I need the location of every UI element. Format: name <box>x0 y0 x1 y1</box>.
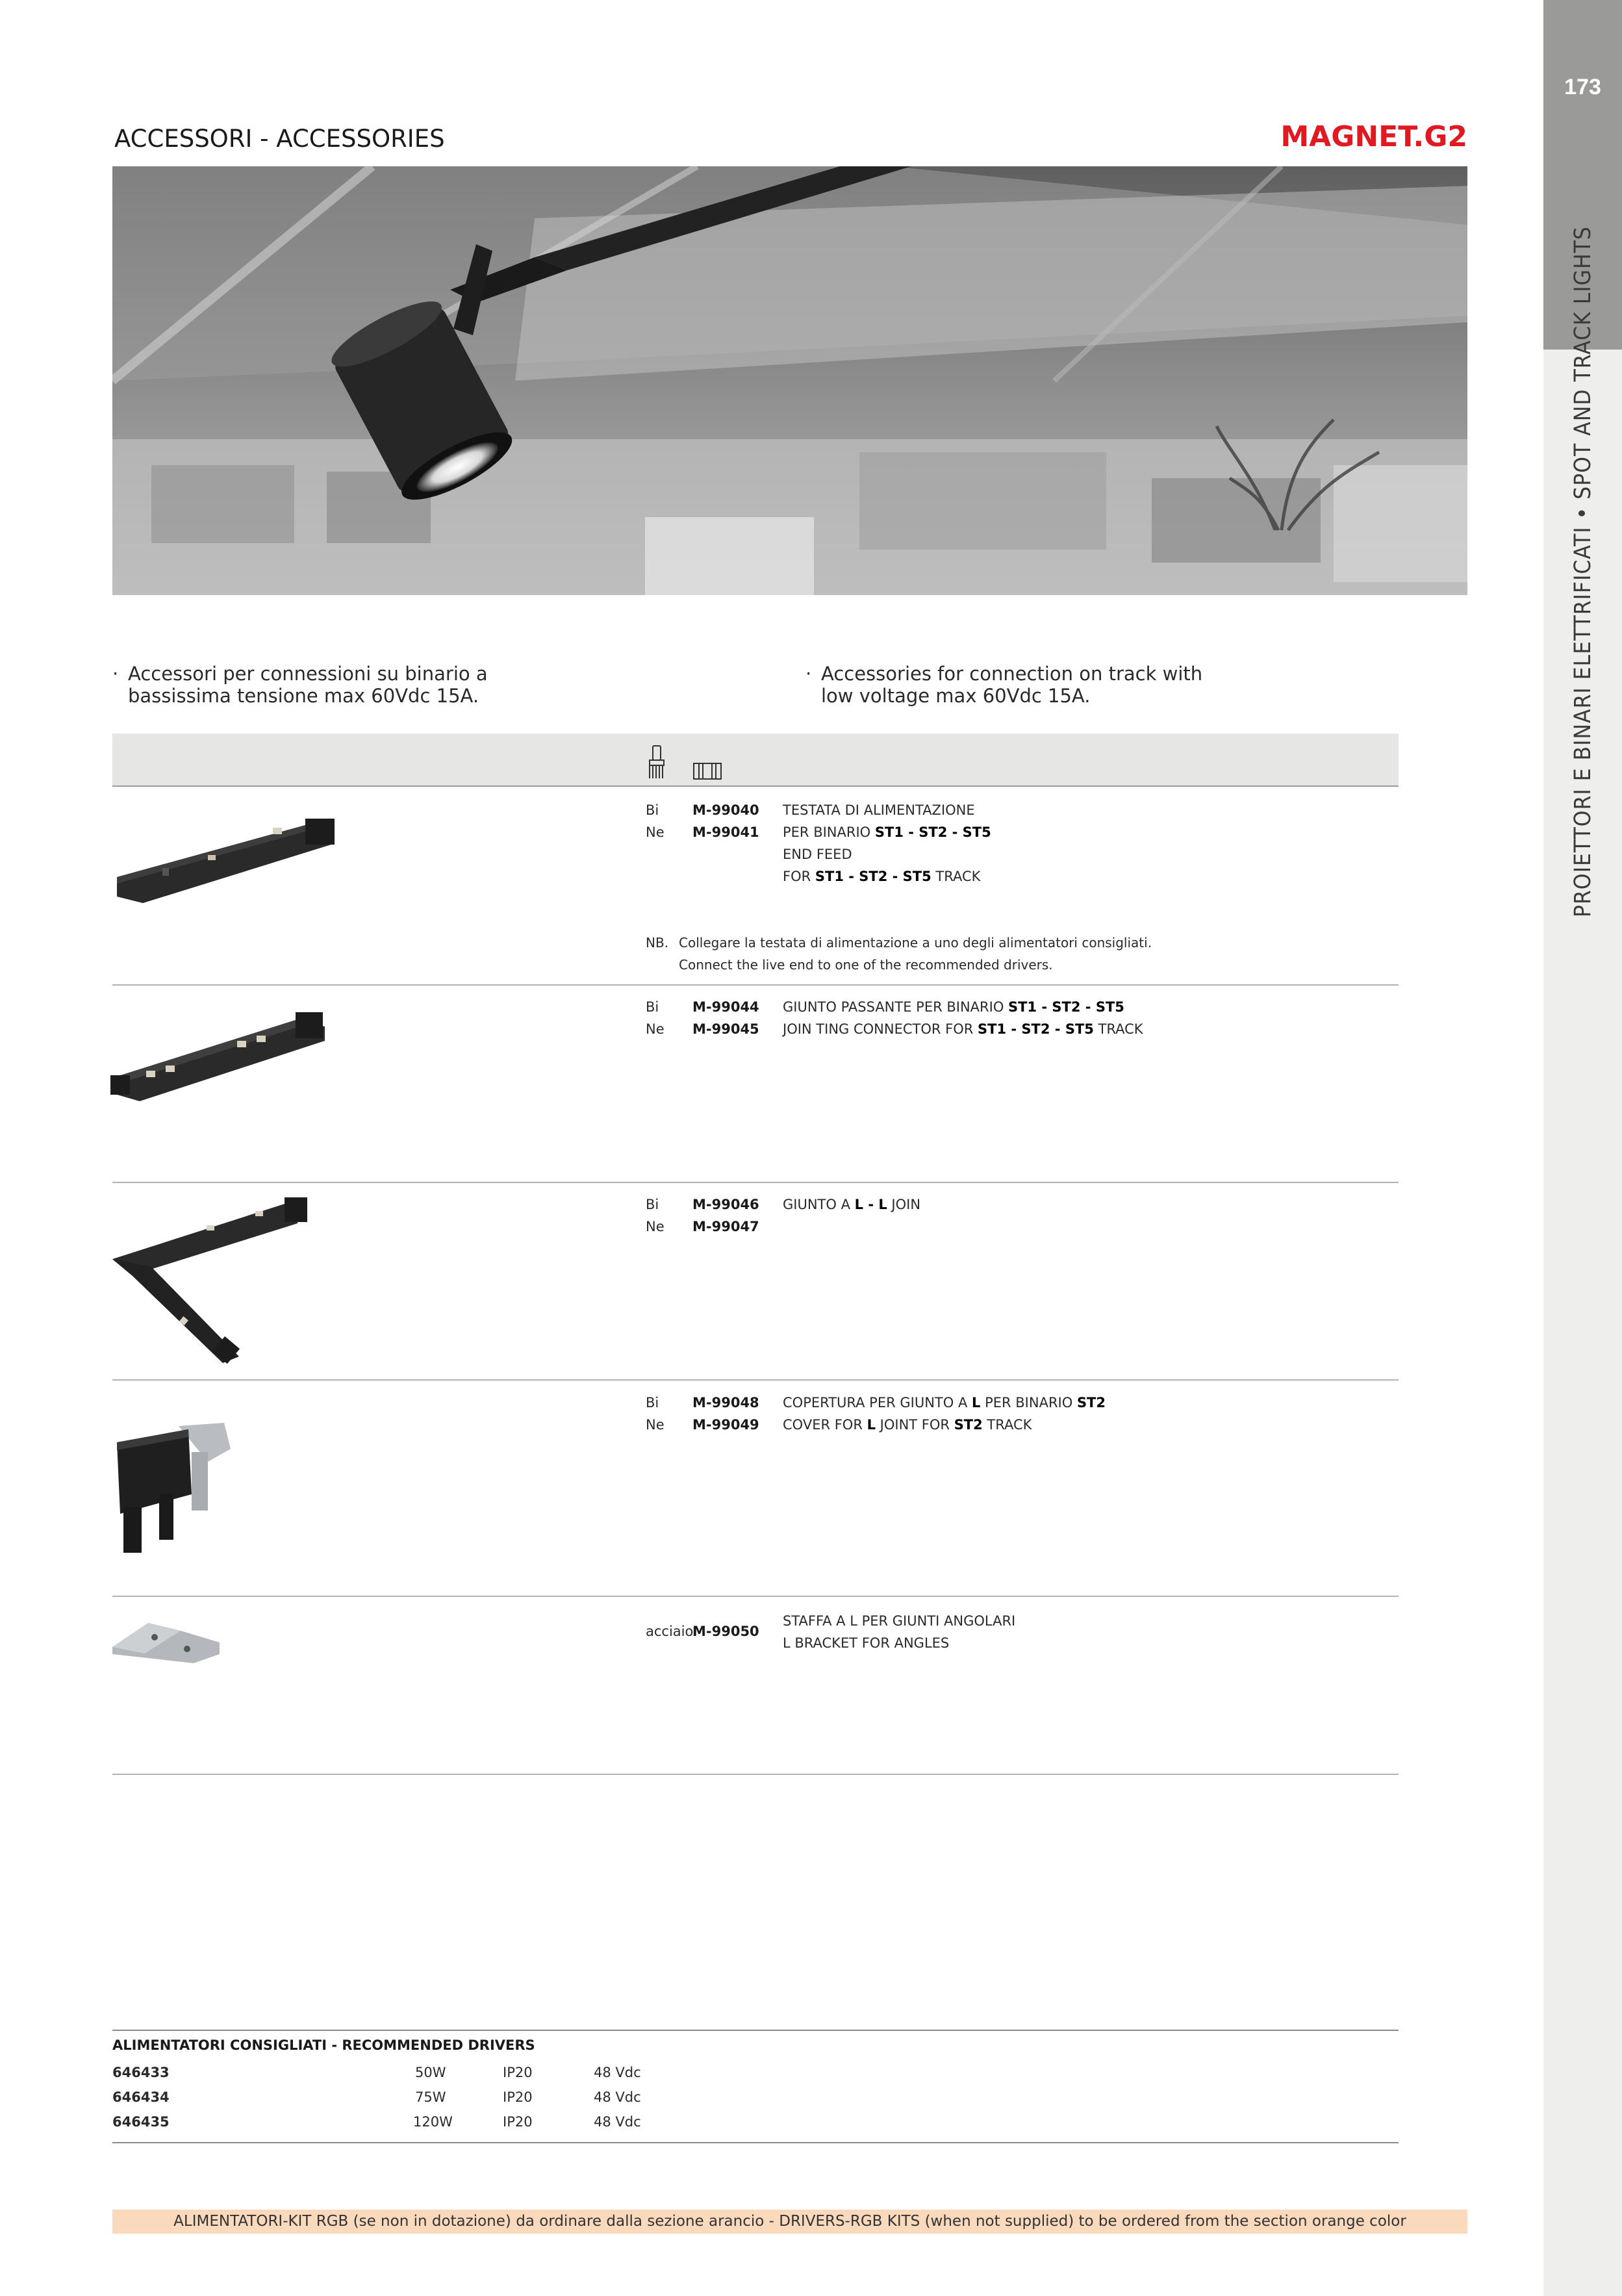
product-description <box>783 1610 1015 1654</box>
note-english: Connect the live end to one of the recommended drivers. <box>679 957 1053 973</box>
row-divider <box>112 984 1399 986</box>
driver-voltage: 48 Vdc <box>594 2089 641 2105</box>
l-joint-cover-image <box>110 1423 234 1559</box>
track-profile-icon <box>693 763 722 780</box>
l-bracket-image <box>109 1618 223 1670</box>
desc-bold: ST1 - ST2 - ST5 <box>1008 999 1124 1015</box>
finish-white: Bi <box>646 1395 659 1410</box>
driver-code: 646434 <box>112 2089 170 2105</box>
desc-line <box>783 1018 1143 1040</box>
finish-steel: acciaio <box>646 1624 694 1639</box>
driver-code: 646433 <box>112 2065 170 2080</box>
product-code: M-99041 <box>692 824 759 840</box>
desc-text: FOR <box>783 869 815 884</box>
row-divider <box>112 1596 1399 1597</box>
desc-text: TRACK <box>931 869 981 884</box>
product-description <box>783 1193 920 1216</box>
drivers-bottom-line <box>112 2142 1399 2143</box>
product-code: M-99050 <box>692 1624 759 1639</box>
page-number: 173 <box>1564 75 1601 99</box>
drivers-title: ALIMENTATORI CONSIGLIATI - RECOMMENDED DRIVERS <box>112 2037 535 2053</box>
desc-line: TESTATA DI ALIMENTAZIONE <box>783 802 975 818</box>
product-code: M-99048 <box>692 1395 759 1410</box>
driver-ip: IP20 <box>503 2114 533 2130</box>
l-joint-image <box>109 1194 310 1370</box>
desc-text: COPERTURA PER GIUNTO A <box>783 1395 972 1410</box>
driver-voltage: 48 Vdc <box>594 2065 641 2080</box>
desc-bold: ST1 - ST2 - ST5 <box>874 824 991 840</box>
finish-list <box>646 1392 665 1436</box>
finish-black: Ne <box>646 1021 665 1037</box>
desc-line <box>783 865 991 887</box>
brand-logo: MAGNET.G2 <box>1280 120 1467 153</box>
code-list <box>692 799 759 843</box>
finish-black: Ne <box>646 1417 665 1433</box>
driver-ip: IP20 <box>503 2065 533 2080</box>
note-label: NB. <box>646 935 669 950</box>
desc-bold: L - L <box>854 1197 887 1212</box>
intro-italian <box>112 663 515 707</box>
desc-bold: ST2 <box>1076 1395 1106 1410</box>
desc-text: GIUNTO A <box>783 1197 855 1212</box>
desc-line <box>783 821 991 843</box>
product-code: M-99045 <box>692 1021 759 1037</box>
desc-bold: L <box>867 1417 876 1433</box>
desc-text: TRACK <box>982 1417 1032 1433</box>
intro-english-text: Accessories for connection on track with low voltage max 60Vdc 15A. <box>821 663 1203 707</box>
note-text <box>679 932 1152 976</box>
desc-line <box>783 1414 1106 1436</box>
finish-black: Ne <box>646 824 665 840</box>
desc-line: END FEED <box>783 847 852 862</box>
product-description <box>783 1392 1106 1436</box>
desc-text: COVER FOR <box>783 1417 867 1433</box>
driver-power: 120W <box>413 2114 453 2130</box>
code-list <box>692 996 759 1040</box>
hero-photo <box>112 166 1467 595</box>
desc-bold: L <box>972 1395 981 1410</box>
desc-bold: ST1 - ST2 - ST5 <box>978 1021 1094 1037</box>
driver-power: 50W <box>415 2065 446 2080</box>
bullet: · <box>805 663 812 685</box>
desc-line <box>783 996 1143 1018</box>
row-divider <box>112 1379 1399 1381</box>
desc-text: TRACK <box>1093 1021 1143 1037</box>
desc-text: JOINT FOR <box>876 1417 954 1433</box>
finish-white: Bi <box>646 999 659 1015</box>
desc-bold: ST1 - ST2 - ST5 <box>815 869 931 884</box>
note-italian: Collegare la testata di alimentazione a uno degli alimentatori consigliati. <box>679 935 1152 950</box>
product-code: M-99047 <box>692 1219 759 1234</box>
product-code: M-99040 <box>692 802 759 818</box>
section-title: ACCESSORI - ACCESSORIES <box>114 125 445 153</box>
finish-black: Ne <box>646 1219 665 1234</box>
driver-power: 75W <box>415 2089 446 2105</box>
finish-list <box>646 1193 665 1238</box>
desc-text: PER BINARIO <box>783 824 875 840</box>
finish-white: Bi <box>646 802 659 818</box>
intro-english <box>805 663 1208 707</box>
desc-bold: ST2 <box>954 1417 983 1433</box>
code-list <box>692 1193 759 1238</box>
desc-line <box>783 1193 920 1216</box>
product-code: M-99046 <box>692 1197 759 1212</box>
product-code: M-99049 <box>692 1417 759 1433</box>
drivers-top-line <box>112 2030 1399 2031</box>
bullet: · <box>112 663 119 685</box>
desc-text: JOIN TING CONNECTOR FOR <box>783 1021 978 1037</box>
row-divider <box>112 1182 1399 1183</box>
desc-text: JOIN <box>887 1197 921 1212</box>
product-description <box>783 799 991 887</box>
finish-white: Bi <box>646 1197 659 1212</box>
product-description <box>783 996 1143 1040</box>
driver-ip: IP20 <box>503 2089 533 2105</box>
finish-list <box>646 996 665 1040</box>
joint-connector-image <box>107 1001 335 1111</box>
rgb-drivers-banner: ALIMENTATORI-KIT RGB (se non in dotazione) da ordinare dalla sezione arancio - DRIVERS-RGB KITS (when not supplied) to be ordered from the section orange color <box>112 2210 1467 2234</box>
side-caption: PROIETTORI E BINARI ELETTRIFICATI • SPOT AND TRACK LIGHTS <box>1570 226 1596 917</box>
finish-brush-icon <box>646 745 668 781</box>
desc-line: STAFFA A L PER GIUNTI ANGOLARI <box>783 1613 1016 1629</box>
intro-italian-text: Accessori per connessioni su binario a bassissima tensione max 60Vdc 15A. <box>128 663 488 707</box>
desc-line <box>783 1392 1106 1414</box>
table-header <box>112 733 1399 787</box>
product-code: M-99044 <box>692 999 759 1015</box>
end-feed-image <box>110 806 344 923</box>
driver-code: 646435 <box>112 2114 170 2130</box>
desc-line: L BRACKET FOR ANGLES <box>783 1635 950 1651</box>
driver-voltage: 48 Vdc <box>594 2114 641 2130</box>
finish-list <box>646 799 665 843</box>
desc-text: PER BINARIO <box>980 1395 1077 1410</box>
desc-text: GIUNTO PASSANTE PER BINARIO <box>783 999 1009 1015</box>
code-list <box>692 1392 759 1436</box>
row-divider <box>112 1774 1399 1775</box>
